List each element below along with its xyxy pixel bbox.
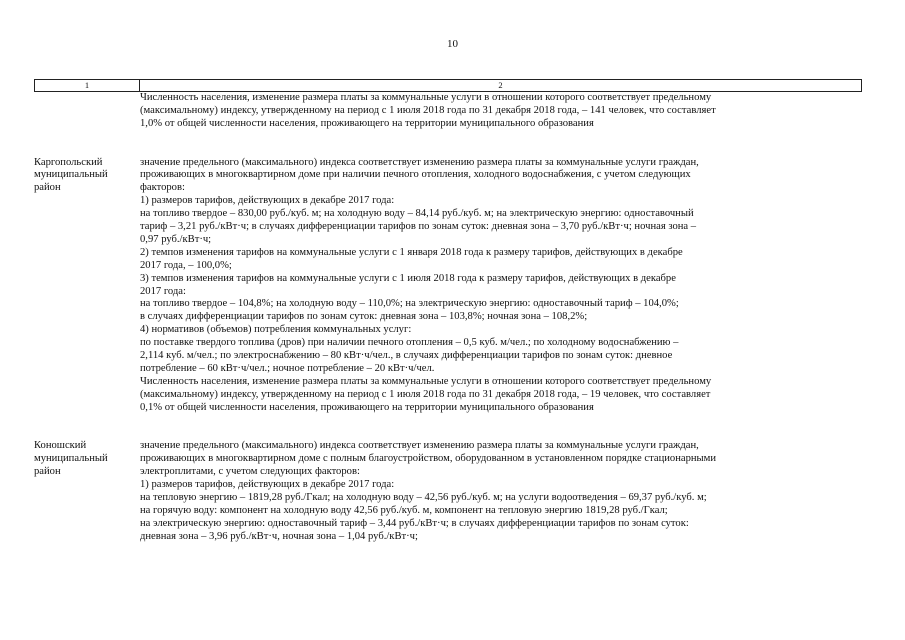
paragraph: на топливо твердое – 104,8%; на холодную воду – 110,0%; на электрическую энергию: одноставочный тариф – 104,0%; в случаях дифференциации тарифов по зонам суток: дневная зона – 103,8%; ночная зона – 108,2%; — [140, 298, 679, 323]
paragraph: на топливо твердое – 830,00 руб./куб. м; на холодную воду – 84,14 руб./куб. м; на электрическую энергию: одноставочный тариф – 3,21 руб./кВт·ч; в случаях дифференциации тарифов по зонам суток: дневная зона – 3,70 руб./кВт·ч; ночная зона – 0,97 руб./кВт·ч; — [140, 208, 697, 245]
row-gap — [34, 428, 860, 441]
region-cell — [34, 92, 140, 131]
region-cell — [34, 157, 140, 415]
description-cell — [140, 92, 860, 131]
paragraph: по поставке твердого топлива (дров) при наличии печного отопления – 0,5 куб. м/чел.; по холодному водоснабжению – 2,114 куб. м/чел.; по электроснабжению – 80 кВт·ч/чел., в случаях дифференциации тарифов по зонам суток: дневное потребление – 60 кВт·ч/чел.; ночное потребление – 20 кВт·ч/чел. — [140, 337, 679, 374]
row-gap — [34, 131, 860, 144]
paragraph: Численность населения, изменение размера платы за коммунальные услуги в отношении которого соответствует предельному (максимальному) индексу, утвержденному на период с 1 июля 2018 года по 31 декабря 2018 года, – 19 человек, что составляет 0,1% от общей численности населения, проживающего на территории муниципального образования — [140, 375, 712, 413]
table-header-col1: 1 — [35, 80, 140, 91]
region-cell — [34, 440, 140, 543]
paragraph: на тепловую энергию – 1819,28 руб./Гкал; на холодную воду – 42,56 руб./куб. м; на услуги водоотведения – 69,37 руб./куб. м; на горячую воду: компонент на холодную воду 42,56 руб./куб. м, компонент на тепловую энергию 1819,28 руб./Гкал; на электрическую энергию: одноставочный тариф – 3,44 руб./кВт·ч; в случаях дифференциации тарифов по зонам суток: дневная зона – 3,96 руб./кВт·ч, ночная зона – 1,04 руб./кВт·ч; — [140, 492, 707, 542]
paragraph: 4) нормативов (объемов) потребления коммунальных услуг: — [140, 324, 412, 336]
row-gap — [34, 415, 860, 428]
paragraph: Численность населения, изменение размера платы за коммунальные услуги в отношении которого соответствует предельному (максимальному) индексу, утвержденному на период с 1 июля 2018 года по 31 декабря 2018 года, – 141 человек, что составляет 1,0% от общей численности населения, проживающего на территории муниципального образования — [140, 92, 716, 129]
description-cell — [140, 440, 860, 543]
paragraph: значение предельного (максимального) индекса соответствует изменению размера платы за коммунальные услуги граждан, проживающих в многоквартирном доме с полным благоустройством, оборудованном в установленном порядке стационарными электроплитами, с учетом следующих факторов: — [140, 440, 717, 478]
table-header — [34, 79, 862, 92]
table-header-col2: 2 — [498, 80, 503, 90]
table-row — [34, 92, 860, 131]
region-name: Коношский муниципальный район — [34, 440, 108, 478]
paragraph: 1) размеров тарифов, действующих в декабре 2017 года: — [140, 479, 395, 491]
table-row — [34, 157, 860, 415]
paragraph: 2) темпов изменения тарифов на коммунальные услуги с 1 января 2018 года к размеру тарифов, действующих в декабре 2017 года, – 100,0%; — [140, 246, 683, 271]
paragraph: значение предельного (максимального) индекса соответствует изменению размера платы за коммунальные услуги граждан, проживающих в многоквартирном доме при наличии печного отопления, холодного водоснабжения, с учетом следующих факторов: — [140, 156, 699, 194]
region-name: Каргопольский муниципальный район — [34, 156, 108, 194]
table-body — [34, 92, 860, 544]
row-gap — [34, 144, 860, 157]
table-row — [34, 440, 860, 543]
description-cell — [140, 157, 860, 415]
page-number: 10 — [447, 38, 458, 50]
paragraph: 1) размеров тарифов, действующих в декабре 2017 года: — [140, 195, 395, 207]
paragraph: 3) темпов изменения тарифов на коммунальные услуги с 1 июля 2018 года к размеру тарифов, действующих в декабре 2017 года: — [140, 272, 676, 297]
